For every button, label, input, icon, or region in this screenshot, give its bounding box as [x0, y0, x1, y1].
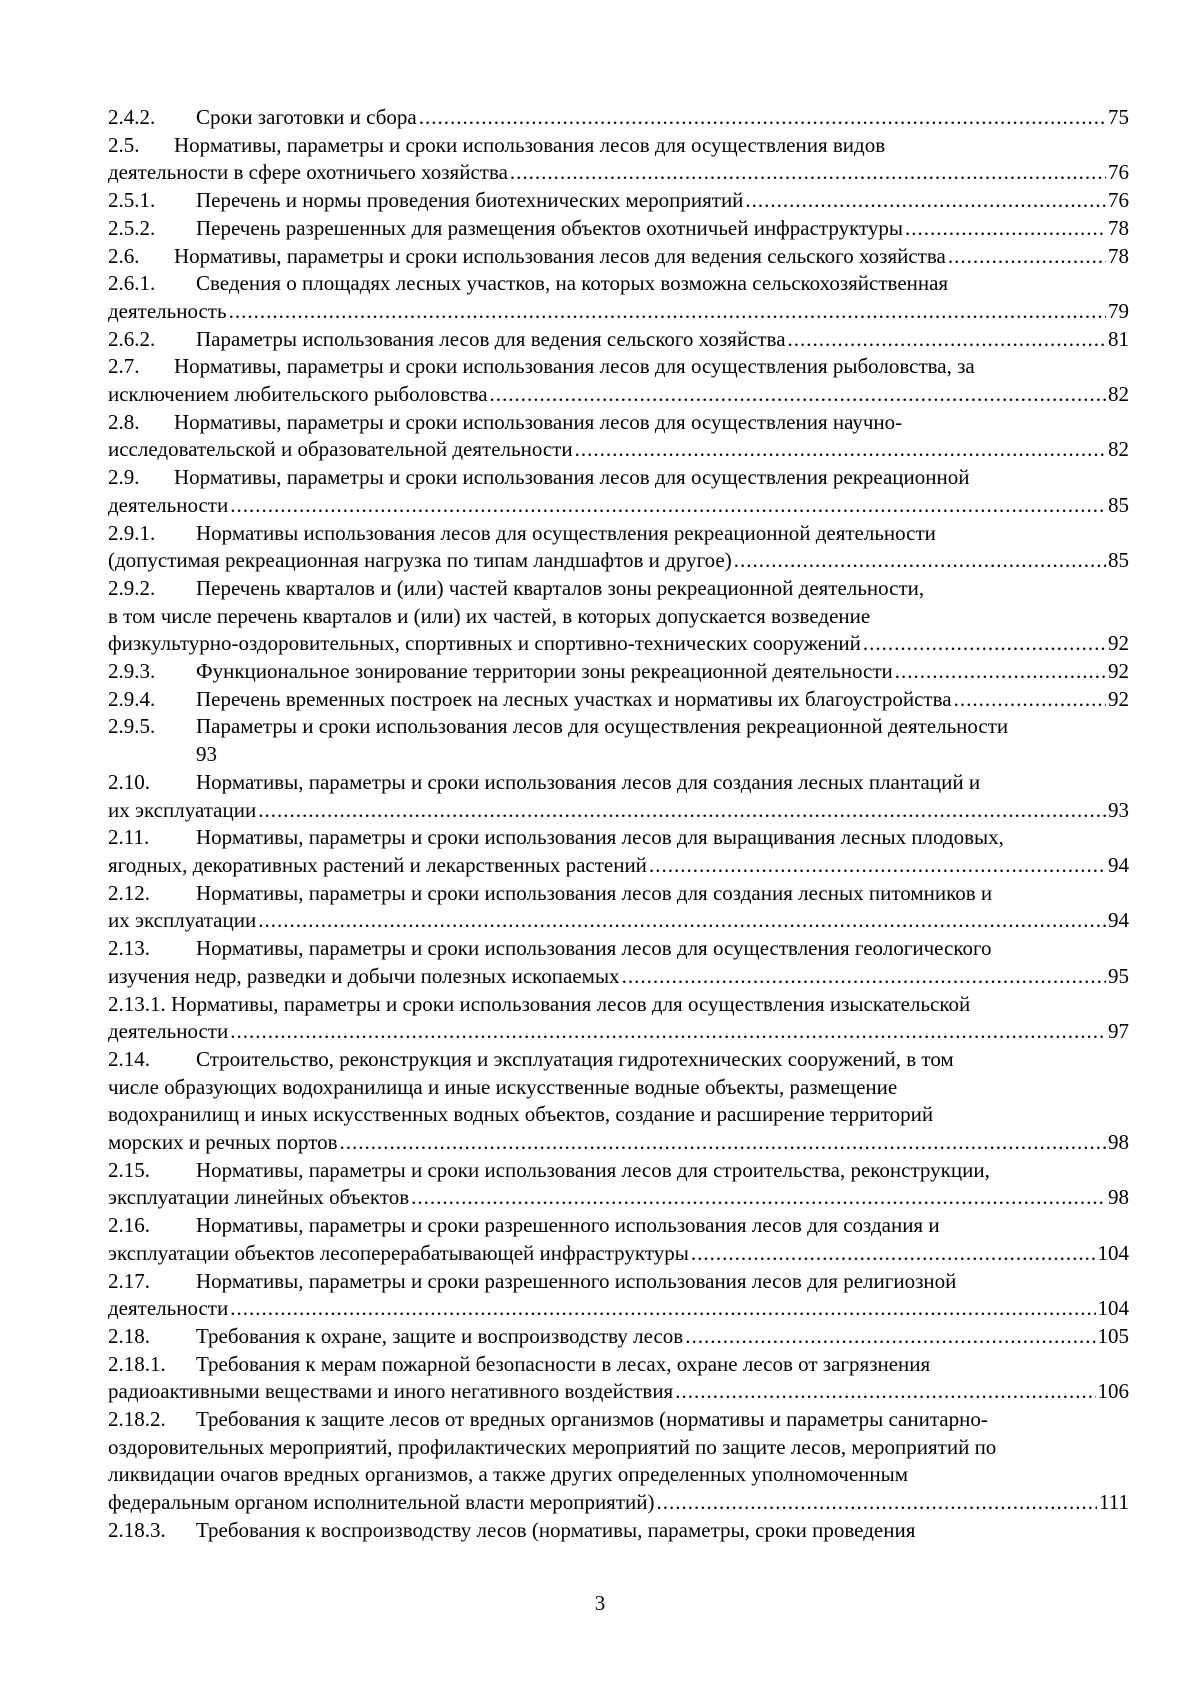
toc-entry[interactable]: [108, 132, 1129, 187]
toc-entry-title: изучения недр, разведки и добычи полезных ископаемых: [108, 963, 620, 988]
toc-page-number: 82: [1108, 437, 1129, 462]
dot-leader: [258, 797, 1106, 825]
toc-entry-title: Перечень разрешенных для размещения объектов охотничьей инфраструктуры: [196, 215, 904, 240]
toc-entry-title: Нормативы, параметры и сроки использования лесов для строительства, реконструкции,: [196, 1157, 990, 1182]
dot-leader: [788, 326, 1106, 354]
toc-entry-number: 2.6.: [108, 243, 140, 268]
toc-entry[interactable]: [108, 769, 1129, 824]
toc-page-number: 76: [1108, 188, 1129, 213]
toc-entry-title: Нормативы использования лесов для осуществления рекреационной деятельности: [196, 520, 936, 545]
toc-entry[interactable]: [108, 270, 1129, 325]
dot-leader: [954, 686, 1106, 714]
toc-entry-title: 2.13.1. Нормативы, параметры и сроки использования лесов для осуществления изыскательской: [108, 991, 971, 1016]
toc-entry[interactable]: [108, 686, 1129, 714]
dot-leader: [657, 1489, 1098, 1517]
dot-leader: [230, 1018, 1106, 1046]
toc-entry-title: деятельности: [108, 1296, 229, 1321]
toc-entry-title: Функциональное зонирование территории зоны рекреационной деятельности: [196, 659, 893, 684]
toc-entry-title: ягодных, декоративных растений и лекарственных растений: [108, 852, 647, 877]
toc-entry[interactable]: [108, 880, 1129, 935]
toc-entry[interactable]: [108, 326, 1129, 354]
toc-page-number: 85: [1108, 492, 1129, 517]
toc-entry-number: 2.7.: [108, 354, 140, 379]
toc-entry-number: 2.9.5.: [108, 714, 156, 739]
toc-entry-title: Перечень временных построек на лесных участках и нормативы их благоустройства: [196, 686, 952, 711]
toc-page-number: 94: [1108, 908, 1129, 933]
toc-entry-number: 2.9.1.: [108, 520, 156, 545]
toc-entry-title: Сроки заготовки и сбора: [196, 105, 417, 129]
toc-entry-title: Нормативы, параметры и сроки использования лесов для осуществления рыболовства, за: [174, 354, 975, 379]
toc-entry-number: 2.18.3.: [108, 1517, 166, 1542]
toc-entry-title: в том числе перечень кварталов и (или) их частей, в которых допускается возведение: [108, 603, 871, 628]
toc-entry-title: Нормативы, параметры и сроки использования лесов для осуществления рекреационной: [174, 465, 970, 490]
toc-entry-title: исключением любительского рыболовства: [108, 382, 488, 407]
toc-entry[interactable]: [108, 1351, 1129, 1406]
toc-entry-title: оздоровительных мероприятий, профилактических мероприятий по защите лесов, мероприятий по: [108, 1434, 997, 1459]
toc-entry-title: морских и речных портов: [108, 1130, 338, 1155]
toc-entry-number: 2.14.: [108, 1046, 150, 1071]
toc-entry-title: Нормативы, параметры и сроки использования лесов для осуществления научно-: [174, 409, 903, 434]
toc-entry-number: 2.8.: [108, 409, 140, 434]
toc-entry-title: Нормативы, параметры и сроки использования лесов для создания лесных питомников и: [196, 880, 993, 905]
toc-page-number: 105: [1097, 1323, 1129, 1348]
toc-entry[interactable]: [108, 1268, 1129, 1323]
toc-entry-number: 2.12.: [108, 880, 150, 905]
toc-entry-title: Строительство, реконструкция и эксплуатация гидротехнических сооружений, в том: [196, 1046, 954, 1071]
toc-entry[interactable]: [108, 935, 1129, 990]
toc-entry-title: Требования к защите лесов от вредных организмов (нормативы и параметры санитарно-: [196, 1407, 988, 1432]
toc-entry[interactable]: [108, 991, 1129, 1046]
toc-page-number: 106: [1097, 1379, 1129, 1404]
toc-page-number: 95: [1108, 963, 1129, 988]
toc-entry-number: 2.9.4.: [108, 686, 156, 711]
toc-entry-title: их эксплуатации: [108, 797, 257, 822]
toc-entry-number: 2.18.: [108, 1323, 150, 1348]
toc-page-number: 97: [1108, 1019, 1129, 1044]
toc-entry-number: 2.5.1.: [108, 188, 156, 213]
toc-entry-title: Перечень и нормы проведения биотехнических мероприятий: [196, 188, 744, 213]
toc-entry-title: Требования к воспроизводству лесов (нормативы, параметры, сроки проведения: [196, 1517, 916, 1542]
toc-page-number: 79: [1108, 298, 1129, 323]
toc-entry-title: Сведения о площадях лесных участков, на которых возможна сельскохозяйственная: [196, 271, 949, 296]
toc-entry-title: деятельности в сфере охотничьего хозяйства: [108, 160, 508, 185]
toc-entry[interactable]: [108, 1157, 1129, 1212]
toc-page-number: 93: [1108, 797, 1129, 822]
toc-entry[interactable]: [108, 104, 1129, 132]
toc-entry-number: 2.5.2.: [108, 215, 156, 240]
dot-leader: [411, 1184, 1106, 1212]
dot-leader: [258, 907, 1106, 935]
dot-leader: [734, 547, 1106, 575]
toc-entry[interactable]: [108, 243, 1129, 271]
toc-entry-title: Требования к мерам пожарной безопасности в лесах, охране лесов от загрязнения: [196, 1351, 931, 1376]
toc-entry-title: Требования к охране, защите и воспроизводству лесов: [196, 1323, 684, 1348]
toc-page-number: 78: [1108, 243, 1129, 268]
toc-entry-title: исследовательской и образовательной деятельности: [108, 437, 573, 462]
toc-entry-number: 2.6.2.: [108, 326, 156, 351]
toc-entry-title: деятельность: [108, 298, 227, 323]
toc-entry-title: ликвидации очагов вредных организмов, а также других определенных уполномоченным: [108, 1462, 909, 1487]
dot-leader: [510, 159, 1106, 187]
toc-entry-title: Перечень кварталов и (или) частей кварталов зоны рекреационной деятельности,: [196, 575, 925, 600]
toc-entry-title: Нормативы, параметры и сроки использования лесов для выращивания лесных плодовых,: [196, 825, 1004, 850]
toc-page-number: 98: [1108, 1130, 1129, 1155]
toc-entry-number: 2.15.: [108, 1157, 150, 1182]
toc-page-number: 92: [1108, 686, 1129, 711]
dot-leader: [340, 1129, 1106, 1157]
toc-entry[interactable]: [108, 409, 1129, 464]
toc-entry[interactable]: [108, 520, 1129, 575]
toc-entry-number: 2.4.2.: [108, 105, 156, 129]
toc-entry-title: физкультурно-оздоровительных, спортивных и спортивно-технических сооружений: [108, 631, 861, 656]
toc-entry-title: числе образующих водохранилища и иные искусственные водные объекты, размещение: [108, 1074, 898, 1099]
dot-leader: [230, 1295, 1095, 1323]
toc-entry-number: 2.5.: [108, 132, 140, 157]
dot-leader: [905, 215, 1106, 243]
dot-leader: [745, 187, 1106, 215]
table-of-contents: [108, 104, 1129, 1545]
toc-entry[interactable]: [108, 1212, 1129, 1267]
dot-leader: [895, 658, 1106, 686]
toc-page-number: 76: [1108, 160, 1129, 185]
toc-entry-title: водохранилищ и иных искусственных водных объектов, создание и расширение территорий: [108, 1102, 934, 1127]
toc-page-number: 81: [1108, 326, 1129, 351]
toc-page-number: 78: [1108, 215, 1129, 240]
page-number: 3: [594, 1591, 606, 1615]
dot-leader: [419, 104, 1106, 132]
toc-page-number: 75: [1108, 105, 1129, 129]
toc-entry[interactable]: [108, 575, 1129, 658]
toc-entry[interactable]: [108, 824, 1129, 879]
dot-leader: [685, 1323, 1095, 1351]
toc-entry-number: 2.9.3.: [108, 659, 156, 684]
toc-entry-title: Нормативы, параметры и сроки разрешенного использования лесов для создания и: [196, 1213, 940, 1238]
toc-entry-title: Нормативы, параметры и сроки использования лесов для осуществления видов: [174, 132, 886, 157]
toc-entry[interactable]: [108, 1323, 1129, 1351]
toc-page-number: 104: [1097, 1240, 1129, 1265]
toc-entry-number: 2.18.2.: [108, 1407, 166, 1432]
toc-entry-number: 2.17.: [108, 1268, 150, 1293]
toc-page-number: 85: [1108, 548, 1129, 573]
toc-page-number: 111: [1099, 1490, 1129, 1515]
toc-entry-title: деятельности: [108, 1019, 229, 1044]
toc-entry-number: 2.16.: [108, 1213, 150, 1238]
toc-page-number: 94: [1108, 852, 1129, 877]
dot-leader: [691, 1240, 1096, 1268]
toc-entry-title: Нормативы, параметры и сроки разрешенного использования лесов для религиозной: [196, 1268, 957, 1293]
toc-entry-title: Нормативы, параметры и сроки использования лесов для ведения сельского хозяйства: [174, 243, 946, 268]
toc-entry-number: 2.6.1.: [108, 271, 156, 296]
toc-page-number: 82: [1108, 382, 1129, 407]
toc-page-number: 92: [1108, 631, 1129, 656]
toc-entry-number: 2.9.: [108, 465, 140, 490]
toc-page-number: 98: [1108, 1185, 1129, 1210]
toc-entry-number: 2.10.: [108, 769, 150, 794]
toc-entry-title: Нормативы, параметры и сроки использования лесов для осуществления геологического: [196, 936, 992, 961]
toc-page-number: 92: [1108, 659, 1129, 684]
dot-leader: [863, 630, 1106, 658]
toc-entry[interactable]: [108, 1406, 1129, 1517]
toc-entry[interactable]: [108, 215, 1129, 243]
toc-entry-title: Параметры и сроки использования лесов для осуществления рекреационной деятельности: [196, 714, 1009, 739]
toc-entry-title: деятельности: [108, 492, 229, 517]
toc-entry-number: 2.18.1.: [108, 1351, 166, 1376]
toc-entry[interactable]: [108, 1517, 1129, 1545]
dot-leader: [575, 436, 1106, 464]
toc-entry-title: их эксплуатации: [108, 908, 257, 933]
dot-leader: [490, 381, 1106, 409]
toc-entry[interactable]: [108, 353, 1129, 408]
toc-entry[interactable]: [108, 1046, 1129, 1157]
toc-entry-title: федеральным органом исполнительной власти мероприятий): [108, 1490, 655, 1515]
toc-entry[interactable]: [108, 187, 1129, 215]
toc-entry[interactable]: [108, 713, 1129, 768]
toc-entry-title: Нормативы, параметры и сроки использования лесов для создания лесных плантаций и: [196, 769, 981, 794]
toc-entry-title: (допустимая рекреационная нагрузка по типам ландшафтов и другое): [108, 548, 732, 573]
toc-entry-number: 2.13.: [108, 936, 150, 961]
dot-leader: [230, 492, 1106, 520]
toc-entry-title: Параметры использования лесов для ведения сельского хозяйства: [196, 326, 786, 351]
toc-entry[interactable]: [108, 464, 1129, 519]
dot-leader: [649, 852, 1106, 880]
toc-entry-title: эксплуатации объектов лесоперерабатывающей инфраструктуры: [108, 1240, 689, 1265]
toc-entry-number: 2.11.: [108, 825, 150, 850]
toc-entry-title: эксплуатации линейных объектов: [108, 1185, 410, 1210]
toc-entry[interactable]: [108, 658, 1129, 686]
dot-leader: [675, 1378, 1095, 1406]
dot-leader: [622, 963, 1106, 991]
toc-page-number: 104: [1097, 1296, 1129, 1321]
toc-entry-title: радиоактивными веществами и иного негативного воздействия: [108, 1379, 674, 1404]
dot-leader: [229, 298, 1106, 326]
dot-leader: [948, 243, 1106, 271]
toc-page-number: 93: [196, 742, 217, 767]
toc-entry-number: 2.9.2.: [108, 575, 156, 600]
